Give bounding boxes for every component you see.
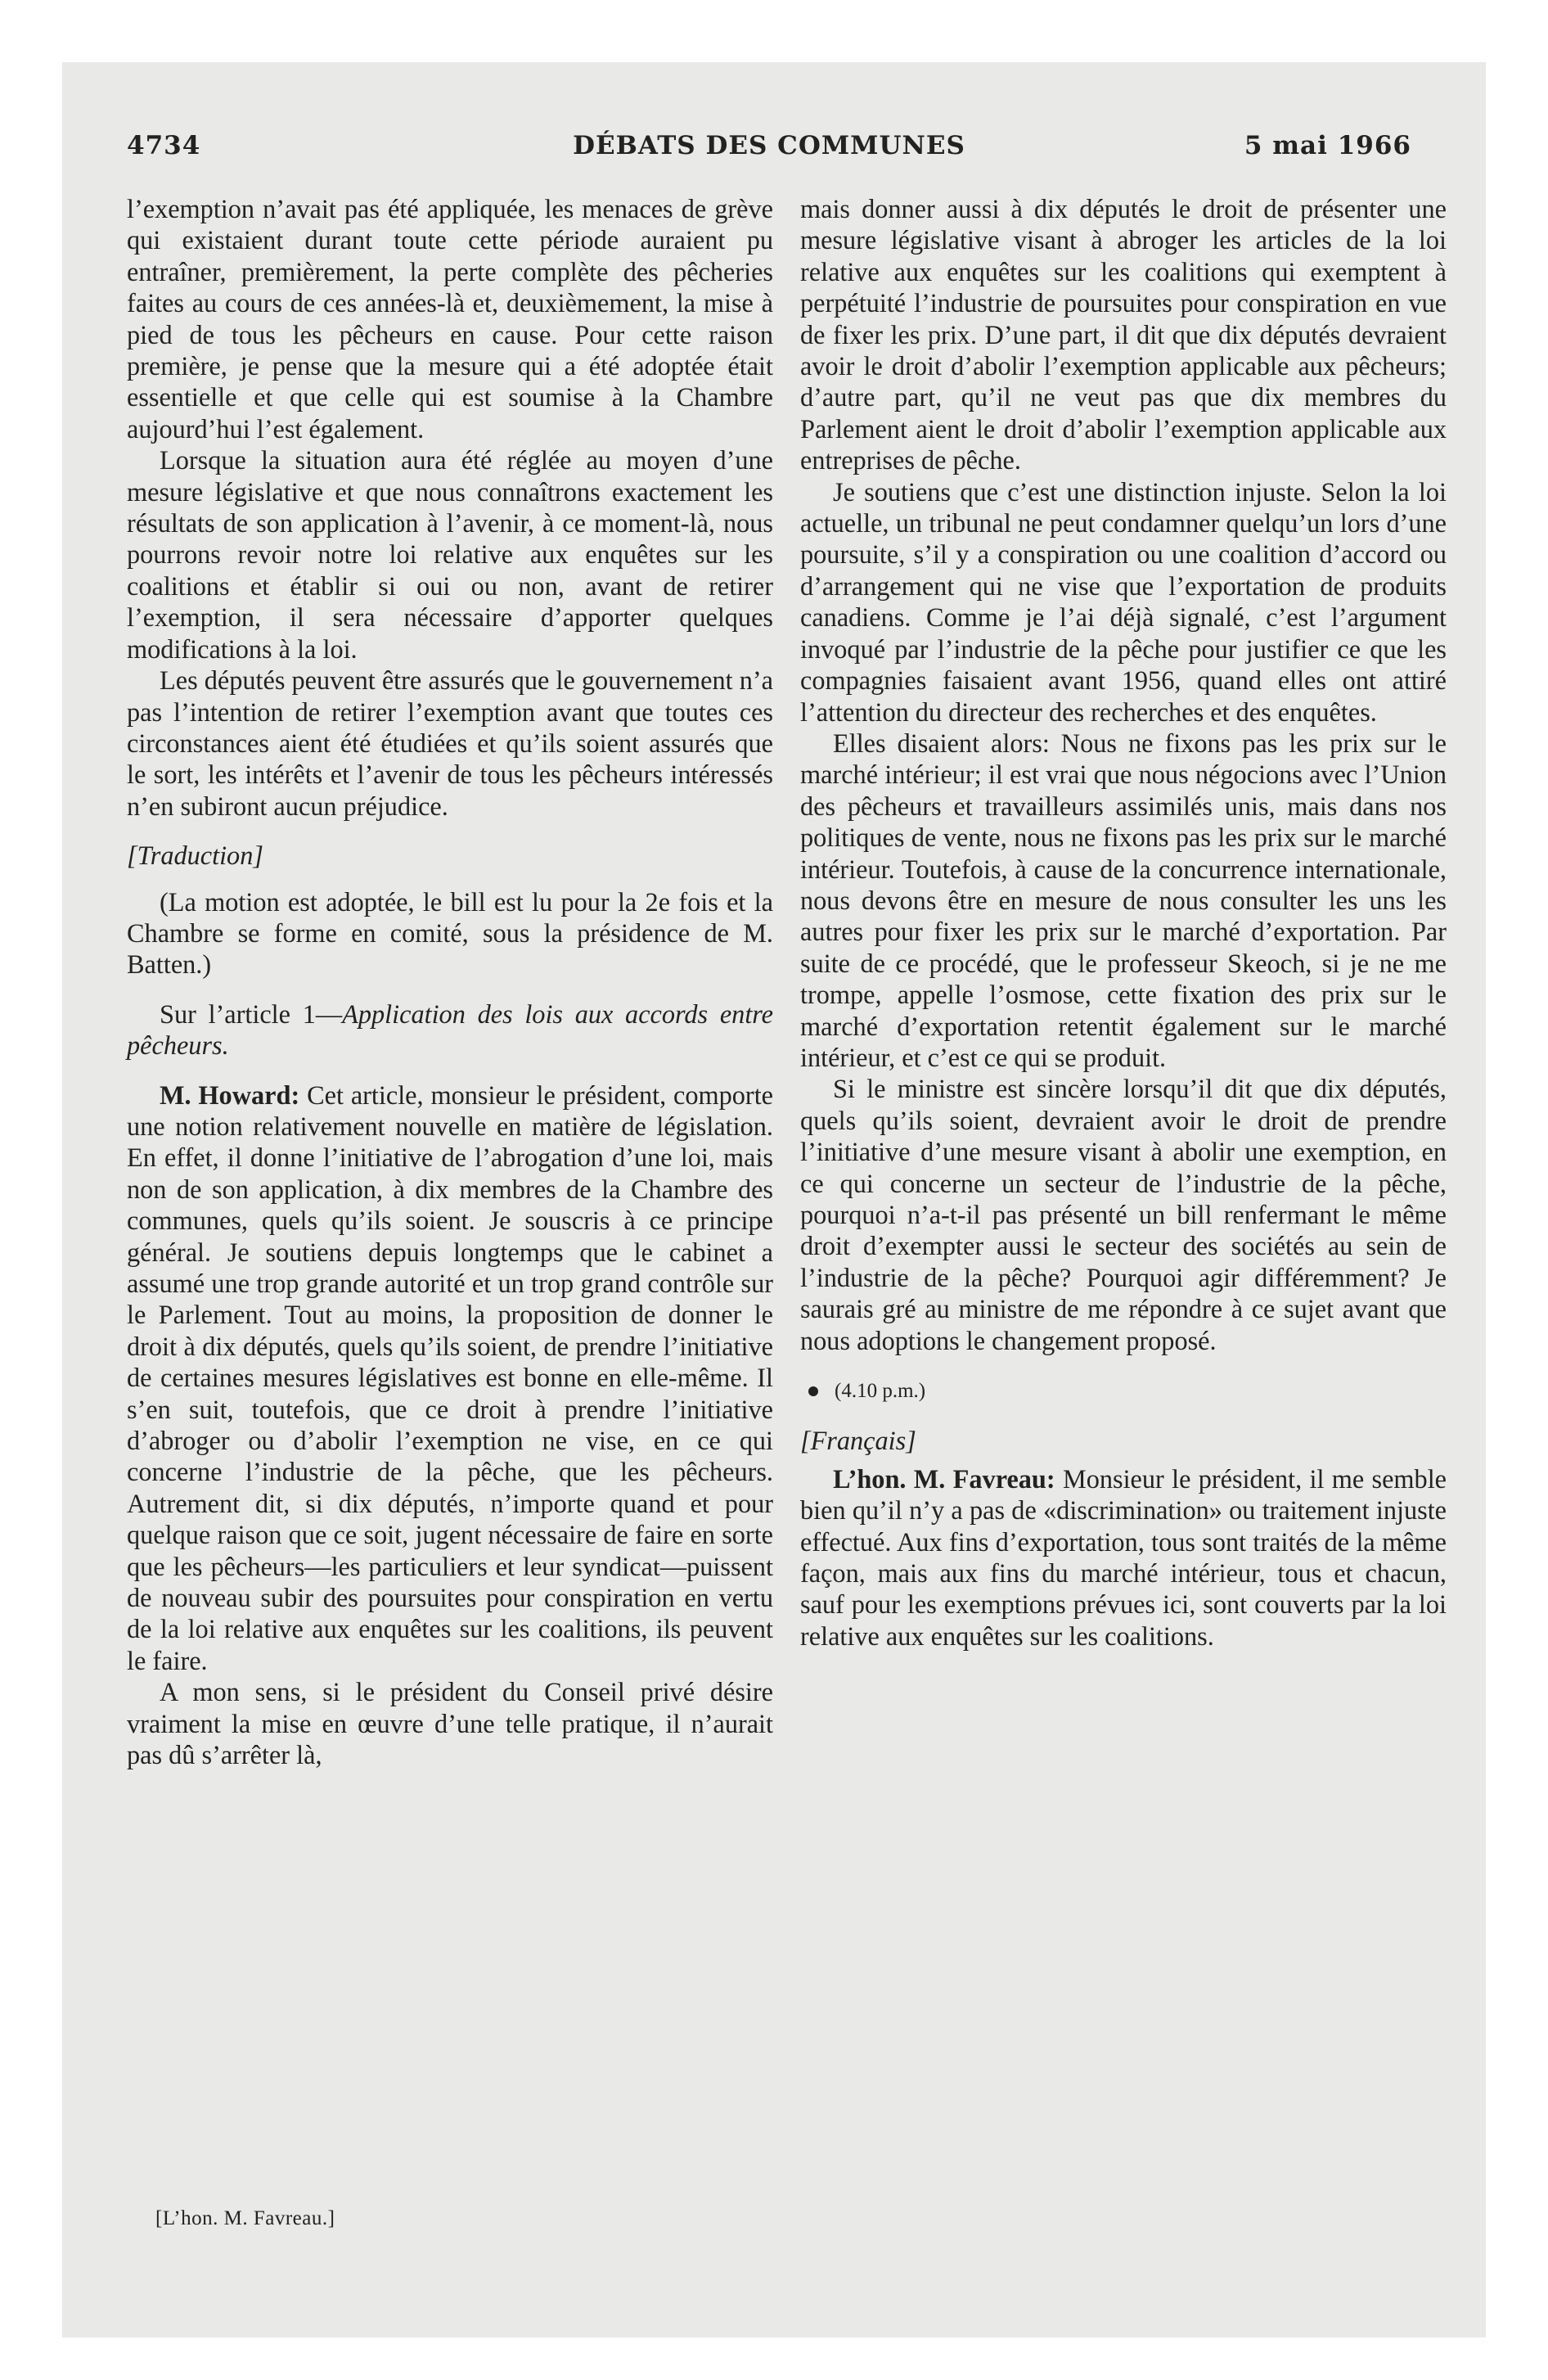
paragraph: A mon sens, si le président du Conseil privé désire vraiment la mise en œuvre d’une telle pratique, il n’aurait pas dû s’arrêter là, bbox=[127, 1677, 773, 1770]
left-column bbox=[127, 193, 773, 1771]
translation-label-text: [Traduction] bbox=[127, 841, 263, 871]
speaker-name: M. Howard: bbox=[160, 1080, 300, 1110]
paragraph: Les députés peuvent être assurés que le gouvernement n’a pas l’intention de retirer l’exemption avant que toutes ces circonstances aient été étudiées et qu’ils soient assurés que le sort, les intérêts et l’avenir de tous les pêcheurs intéressés n’en subiront aucun préjudice. bbox=[127, 665, 773, 821]
speaker-name: L’hon. M. Favreau: bbox=[833, 1463, 1055, 1494]
time-stamp-text: (4.10 p.m.) bbox=[835, 1380, 926, 1403]
article-heading-title: Application des lois aux accords entre pêcheurs. bbox=[127, 998, 773, 1061]
motion-paragraph: (La motion est adoptée, le bill est lu pour la 2e fois et la Chambre se forme en comité, sous la présidence de M. Batten.) bbox=[127, 886, 773, 980]
translation-label bbox=[127, 840, 773, 871]
article-heading bbox=[127, 998, 773, 1062]
speech-text: Monsieur le président, il me semble bien qu’il n’y a pas de «discrimination» ou traitement injuste effectué. Aux fins d’exportation, tous sont traités de la même façon, mais aux fins du marché intérieur, tous et chacun, sauf pour les exemptions prévues ici, sont couverts par la loi relative aux enquêtes sur les coalitions. bbox=[800, 1463, 1447, 1651]
running-title: DÉBATS DES COMMUNES bbox=[573, 131, 965, 160]
header-date: 5 mai 1966 bbox=[1244, 131, 1411, 160]
speech-howard bbox=[127, 1080, 773, 1677]
speech-favreau bbox=[800, 1463, 1447, 1652]
paragraph: mais donner aussi à dix députés le droit de présenter une mesure législative visant à abroger les articles de la loi relative aux enquêtes sur les coalitions qui exemptent à perpétuité l’industrie de poursuites pour conspiration en vue de fixer les prix. D’une part, il dit que dix députés devraient avoir le droit d’abolir l’exemption applicable aux pêcheurs; d’autre part, qu’il ne veut pas que dix membres du Parlement aient le droit d’abolir l’exemption applicable aux entreprises de pêche. bbox=[800, 194, 1447, 476]
page-header bbox=[127, 131, 1411, 164]
article-heading-prefix: Sur l’article 1— bbox=[160, 998, 343, 1029]
french-label bbox=[800, 1425, 1447, 1456]
page-number: 4734 bbox=[127, 131, 201, 160]
paragraph: l’exemption n’avait pas été appliquée, les menaces de grève qui existaient durant toute cette période auraient pu entraîner, premièrement, la perte complète des pêcheries faites au cours de ces années-là et, deuxièmement, la mise à pied de tous les pêcheurs en cause. Pour cette raison première, je pense que la mesure qui a été adoptée était essentielle et que celle qui est soumise à la Chambre aujourd’hui l’est également. bbox=[127, 194, 773, 444]
french-label-text: [Français] bbox=[800, 1426, 916, 1456]
speech-text: Cet article, monsieur le président, comporte une notion relativement nouvelle en matière de législation. En effet, il donne l’initiative de l’abrogation d’une loi, mais non de son application, à dix membres de la Chambre des communes, quels qu’ils soient. Je souscris à ce principe général. Je soutiens depuis longtemps que le cabinet a assumé une trop grande autorité et un trop grand contrôle sur le Parlement. Tout au moins, la proposition de donner le droit à dix députés, quels qu’ils soient, de prendre l’initiative de certaines mesures législatives est bonne en elle-même. Il s’en suit, toutefois, que ce droit à prendre l’initiative d’abroger ou d’abolir l’exemption ne vise, en ce qui concerne l’industrie de la pêche, que les pêcheurs. Autrement dit, si dix députés, n’importe quand et pour quelque raison que ce soit, jugent nécessaire de faire en sorte que les pêcheurs—les particuliers et leur syndicat—puissent de nouveau subir des poursuites pour conspiration en vertu de la loi relative aux enquêtes sur les coalitions, ils peuvent le faire. bbox=[127, 1080, 773, 1675]
paragraph: Elles disaient alors: Nous ne fixons pas les prix sur le marché intérieur; il est vrai que nous négocions avec l’Union des pêcheurs et travailleurs assimilés unis, mais dans nos politiques de vente, nous ne fixons pas les prix sur le marché intérieur. Toutefois, à cause de la concurrence internationale, nous devons être en mesure de nous consulter les uns les autres pour fixer les prix sur le marché d’exportation. Par suite de ce procédé, que le professeur Skeoch, si je ne me trompe, appelle l’osmose, cette fixation des prix sur le marché d’exportation retentit également sur le marché intérieur, et c’est ce qui se produit. bbox=[800, 728, 1447, 1072]
time-stamp bbox=[800, 1376, 1447, 1407]
paragraph: Lorsque la situation aura été réglée au moyen d’une mesure législative et que nous connaîtrons exactement les résultats de son application à l’avenir, à ce moment-là, nous pourrons revoir notre loi relative aux enquêtes sur les coalitions et établir si oui ou non, avant de retirer l’exemption, il sera nécessaire d’apporter quelques modifications à la loi. bbox=[127, 445, 773, 664]
speaker-footer-note: [L’hon. M. Favreau.] bbox=[155, 2207, 335, 2229]
paragraph: Je soutiens que c’est une distinction injuste. Selon la loi actuelle, un tribunal ne peut condamner quelqu’un lors d’une poursuite, s’il y a conspiration ou une coalition d’accord ou d’arrangement qui ne vise que l’exportation de produits canadiens. Comme je l’ai déjà signalé, c’est l’argument invoqué par l’industrie de la pêche pour justifier ce que les compagnies faisaient avant 1956, quand elles ont attiré l’attention du directeur des recherches et des enquêtes. bbox=[800, 476, 1447, 727]
right-column bbox=[800, 193, 1447, 1652]
bullet-dot-icon bbox=[808, 1386, 818, 1396]
paragraph: Si le ministre est sincère lorsqu’il dit que dix députés, quels qu’ils soient, devraient avoir le droit de prendre l’initiative d’une mesure visant à abolir une exemption, en ce qui concerne un secteur de l’industrie de la pêche, pourquoi n’a-t-il pas présenté un bill renfermant le même droit d’exempter aussi le secteur des sociétés au sein de l’industrie de la pêche? Pourquoi agir différemment? Je saurais gré au ministre de me répondre à ce sujet avant que nous adoptions le changement proposé. bbox=[800, 1074, 1447, 1355]
